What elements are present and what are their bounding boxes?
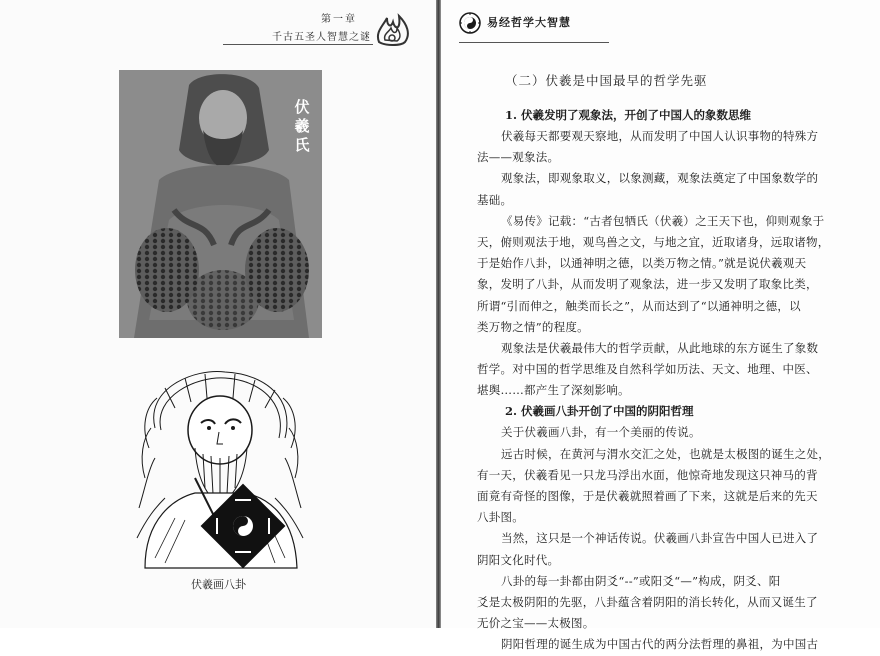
text-line: 伏羲每天都要观天察地，从而发明了中国人认识事物的特殊方 xyxy=(501,129,819,143)
paragraph xyxy=(477,634,853,655)
text-line: 八卦的每一卦都由阴爻“--”或阳爻“—”构成，阴爻、阳 xyxy=(501,573,781,588)
text-line: 哲学。对中国的哲学思维及自然科学如历法、天文、地理、中医、 xyxy=(477,362,818,377)
text-line: 象，发明了八卦，从而发明了观象法，进一步又发明了取象比类， xyxy=(477,277,818,292)
text-line: 《易传》记载：“古者包牺氏（伏羲）之王天下也，仰则观象于 xyxy=(501,213,825,228)
right-running-header xyxy=(459,8,659,44)
fuxi-portrait-image xyxy=(119,70,322,338)
left-page xyxy=(0,0,437,628)
paragraph xyxy=(477,571,853,635)
text-line: 于是始作八卦，以通神明之德，以类万物之情。”就是说伏羲观天 xyxy=(477,256,807,271)
text-line: 所谓“引而伸之，触类而长之”，从而达到了“以通神明之德，以 xyxy=(477,298,801,313)
text-line: 阴阳文化时代。 xyxy=(477,552,560,567)
text-line: 堪舆……都产生了深刻影响。 xyxy=(477,383,630,398)
text-line: 无价之宝——太极图。 xyxy=(477,616,595,631)
book-title: 易经哲学大智慧 xyxy=(487,16,571,29)
text-line: 面竟有奇怪的图像，于是伏羲就照着画了下来，这就是后来的先天 xyxy=(477,489,818,503)
header-rule xyxy=(223,44,373,45)
text-line: 有一天，伏羲看见一只龙马浮出水面，他惊奇地发现这只神马的背 xyxy=(477,467,818,482)
fuxi-woodcut-image xyxy=(135,368,305,568)
paragraph xyxy=(477,444,853,529)
text-line: 观象法是伏羲最伟大的哲学贡献，从此地球的东方诞生了象数 xyxy=(501,340,819,355)
text-line: 基础。 xyxy=(477,192,513,207)
woodcut-artwork xyxy=(135,368,305,568)
paragraph xyxy=(477,338,853,402)
taiji-emblem-icon xyxy=(459,12,481,34)
subsection-title: 1. 伏羲发明了观象法，开创了中国人的象数思维 xyxy=(505,108,752,122)
text-line: 观象法，即观象取义，以象测藏，观象法奠定了中国象数学的 xyxy=(501,171,819,186)
paragraph xyxy=(477,126,853,168)
subsection-title: 2. 伏羲画八卦开创了中国的阴阳哲理 xyxy=(505,404,694,419)
text-line: 天，俯则观法于地，观鸟兽之文，与地之宜，近取诸身，远取诸物， xyxy=(477,234,830,249)
body-text xyxy=(477,72,853,656)
text-line: 阴阳哲理的诞生成为中国古代的两分法哲理的鼻祖，为中国古 xyxy=(501,637,819,652)
text-line: 法——观象法。 xyxy=(477,150,560,165)
figure-caption: 伏羲画八卦 xyxy=(191,578,246,591)
right-page xyxy=(441,0,880,652)
header-rule xyxy=(459,42,609,43)
text-line: 关于伏羲画八卦，有一个美丽的传说。 xyxy=(501,425,701,440)
paragraph xyxy=(477,211,853,338)
paragraph xyxy=(477,528,853,570)
text-line: 类万物之情”的程度。 xyxy=(477,319,589,334)
paragraph xyxy=(477,422,853,443)
text-line: 远古时候，在黄河与渭水交汇之处，也就是太极图的诞生之处， xyxy=(501,446,830,461)
text-line: 当然，这只是一个神话传说。伏羲画八卦宣告中国人已进入了 xyxy=(501,531,819,546)
left-running-header xyxy=(215,8,415,48)
chapter-label: 第一章 xyxy=(321,14,357,25)
chapter-subtitle: 千古五圣人智慧之谜 xyxy=(272,32,371,43)
portrait-name-label: 伏羲氏 xyxy=(294,98,310,154)
text-line: 八卦图。 xyxy=(477,510,524,525)
paragraph xyxy=(477,168,853,210)
text-line: 爻是太极阴阳的先驱，八卦蕴含着阴阳的消长转化，从而又诞生了 xyxy=(477,594,818,609)
section-title: （二）伏羲是中国最早的哲学先驱 xyxy=(505,73,708,88)
flame-ornament-icon xyxy=(373,8,415,48)
